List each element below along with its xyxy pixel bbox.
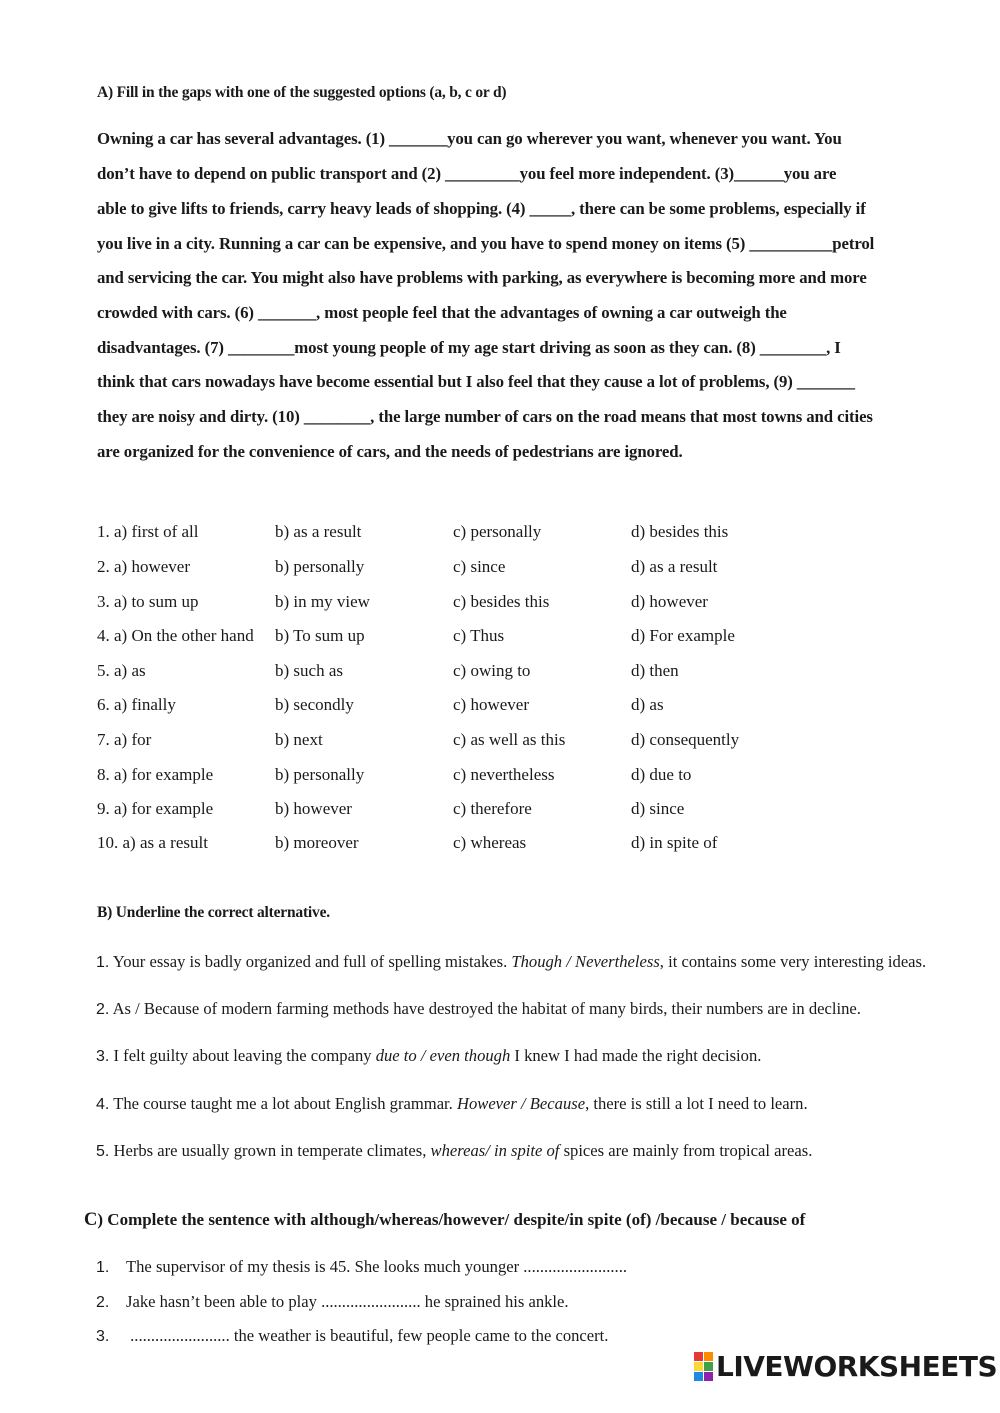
exercise-b-item — [96, 1141, 812, 1161]
paragraph-line: you live in a city. Running a car can be expensive, and you have to spend money on items (5) __________petrol — [97, 234, 875, 253]
item-number: 2. — [96, 1294, 110, 1311]
item-number: 2. — [96, 1001, 110, 1018]
item-text: Jake hasn’t been able to play ........................ he sprained his ankle. — [126, 1292, 569, 1311]
option-c: c) owing to — [453, 661, 531, 680]
alternative-choice[interactable]: Though / Nevertheless — [511, 952, 660, 971]
option-c: c) nevertheless — [453, 765, 555, 784]
exercise-b-item — [96, 1094, 808, 1114]
option-a: 6. a) finally — [97, 695, 176, 714]
exercise-c-item — [96, 1326, 608, 1346]
option-a: 3. a) to sum up — [97, 592, 199, 611]
item-text: Your essay is badly organized and full of spelling mistakes. — [109, 952, 512, 971]
option-c: c) personally — [453, 522, 542, 541]
alternative-choice[interactable]: However / Because — [456, 1094, 586, 1113]
paragraph-line: crowded with cars. (6) _______, most people feel that the advantages of owning a car outweigh the — [97, 303, 787, 322]
exercise-b-item — [96, 999, 861, 1019]
option-b: b) secondly — [275, 695, 354, 714]
item-number: 1. — [96, 1259, 110, 1276]
item-text: Herbs are usually grown in temperate climates, — [109, 1141, 431, 1160]
option-c: c) besides this — [453, 592, 550, 611]
option-a: 2. a) however — [97, 557, 190, 576]
paragraph-line: disadvantages. (7) ________most young people of my age start driving as soon as they can. (8) ________, I — [97, 338, 841, 357]
alternative-choice[interactable]: whereas/ in spite of — [430, 1141, 560, 1160]
option-b: b) personally — [275, 557, 365, 576]
section-c-heading-text: ) Complete the sentence with although/whereas/however/ despite/in spite (of) /because / because of — [97, 1210, 806, 1229]
option-b: b) as a result — [275, 522, 362, 541]
section-b-heading: B) Underline the correct alternative. — [97, 904, 330, 921]
item-text: ........................ the weather is beautiful, few people came to the concert. — [126, 1326, 609, 1345]
exercise-b-item — [96, 952, 926, 972]
exercise-c-item — [96, 1257, 627, 1277]
option-d: d) since — [631, 799, 685, 818]
option-d: d) however — [631, 592, 708, 611]
exercise-b-item — [96, 1046, 761, 1066]
option-d: d) as a result — [631, 557, 718, 576]
section-c-letter: C — [84, 1210, 98, 1230]
option-c: c) however — [453, 695, 529, 714]
option-b: b) moreover — [275, 833, 359, 852]
section-c-heading — [84, 1210, 805, 1231]
option-a: 1. a) first of all — [97, 522, 199, 541]
paragraph-line: they are noisy and dirty. (10) ________, the large number of cars on the road means that most towns and cities — [97, 407, 873, 426]
item-number: 3. — [96, 1328, 110, 1345]
item-number: 4. — [96, 1096, 110, 1113]
option-c: c) as well as this — [453, 730, 566, 749]
item-text: spices are mainly from tropical areas. — [559, 1141, 813, 1160]
item-text: The course taught me a lot about English grammar. — [109, 1094, 457, 1113]
option-d: d) then — [631, 661, 679, 680]
option-b: b) however — [275, 799, 352, 818]
option-d: d) consequently — [631, 730, 740, 749]
alternative-choice[interactable]: due to / even though — [375, 1046, 511, 1065]
paragraph-line: don’t have to depend on public transport and (2) _________you feel more independent. (3)______you are — [97, 164, 837, 183]
liveworksheets-logo — [694, 1349, 997, 1383]
option-d: d) as — [631, 695, 664, 714]
logo-icon — [694, 1352, 713, 1381]
option-a: 10. a) as a result — [97, 833, 208, 852]
option-b: b) such as — [275, 661, 343, 680]
option-a: 8. a) for example — [97, 765, 214, 784]
option-a: 5. a) as — [97, 661, 146, 680]
item-text: , there is still a lot I need to learn. — [585, 1094, 808, 1113]
option-c: c) therefore — [453, 799, 532, 818]
paragraph-line: are organized for the convenience of cars, and the needs of pedestrians are ignored. — [97, 442, 683, 461]
option-a: 9. a) for example — [97, 799, 214, 818]
paragraph-line: able to give lifts to friends, carry heavy leads of shopping. (4) _____, there can be some problems, especially if — [97, 199, 866, 218]
item-number: 1. — [96, 954, 110, 971]
option-c: c) since — [453, 557, 506, 576]
item-number: 3. — [96, 1048, 110, 1065]
logo-text: LIVEWORKSHEETS — [716, 1349, 998, 1383]
paragraph-line: Owning a car has several advantages. (1) _______you can go wherever you want, whenever you want. You — [97, 129, 842, 148]
option-c: c) whereas — [453, 833, 527, 852]
item-text: I felt guilty about leaving the company — [109, 1046, 376, 1065]
option-b: b) To sum up — [275, 626, 365, 645]
exercise-c-item — [96, 1292, 569, 1312]
option-a: 7. a) for — [97, 730, 152, 749]
option-d: d) due to — [631, 765, 692, 784]
section-a-heading: A) Fill in the gaps with one of the suggested options (a, b, c or d) — [97, 84, 507, 101]
paragraph-line: and servicing the car. You might also have problems with parking, as everywhere is becoming more and more — [97, 268, 867, 287]
item-text: The supervisor of my thesis is 45. She looks much younger ......................... — [126, 1257, 627, 1276]
option-b: b) personally — [275, 765, 365, 784]
paragraph-line: think that cars nowadays have become essential but I also feel that they cause a lot of problems, (9) _______ — [97, 372, 855, 391]
option-d: d) For example — [631, 626, 735, 645]
option-d: d) in spite of — [631, 833, 718, 852]
item-number: 5. — [96, 1143, 110, 1160]
option-c: c) Thus — [453, 626, 505, 645]
item-text: , it contains some very interesting ideas. — [659, 952, 927, 971]
option-b: b) in my view — [275, 592, 370, 611]
option-d: d) besides this — [631, 522, 729, 541]
option-b: b) next — [275, 730, 323, 749]
option-a: 4. a) On the other hand — [97, 626, 254, 645]
item-text: I knew I had made the right decision. — [510, 1046, 762, 1065]
item-text[interactable]: As / Because of modern farming methods have destroyed the habitat of many birds, their numbers are in decline. — [109, 999, 861, 1018]
